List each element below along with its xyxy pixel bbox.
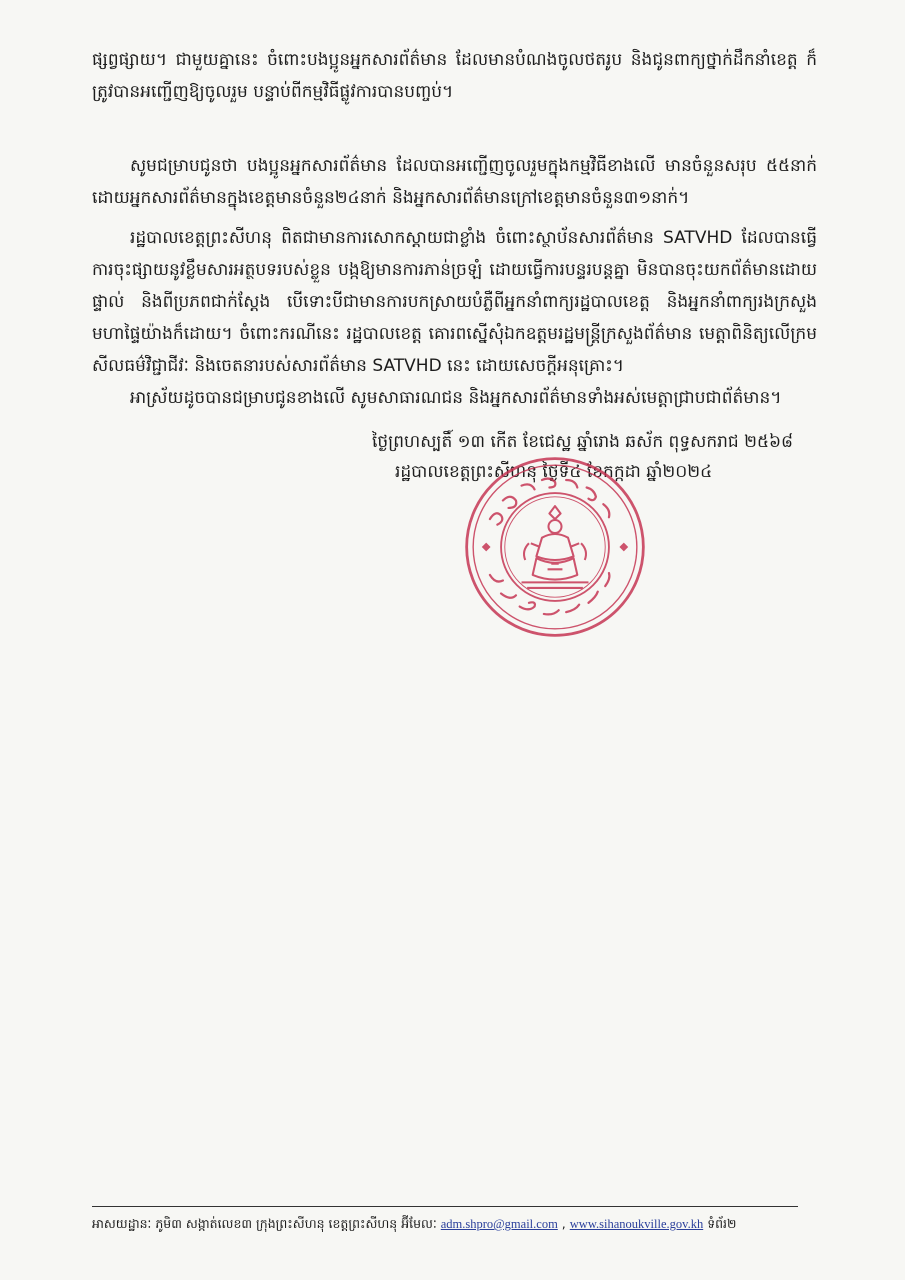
solar-date-line: រដ្ឋបាលខេត្តព្រះសីហនុ ថ្ងៃទី៤ ខែកក្កដា ឆ្នាំ២០២៤ [395, 462, 713, 482]
footer-divider [92, 1206, 798, 1207]
footer-address: អាសយដ្ឋានៈ ភូមិ៣ សង្កាត់លេខ៣ ក្រុងព្រះសីហនុ ខេត្តព្រះសីហនុ អ៊ីមែលៈ [92, 1216, 437, 1231]
footer-contact [92, 1214, 812, 1234]
paragraph-1: ផ្សព្វផ្សាយ។ ជាមួយគ្នានេះ ចំពោះបងប្អូនអ្នកសារព័ត៌មាន ដែលមានបំណងចូលថតរូប និងជូនពាក្យថ្នាក់ដឹកនាំខេត្ត ក៏ត្រូវបានអញ្ជើញឱ្យចូលរួម បន្ទាប់ពីកម្មវិធីផ្លូវការបានបញ្ចប់។ [92, 50, 817, 102]
footer-page-label: ទំព័រ២ [707, 1216, 737, 1231]
footer-email-link[interactable]: adm.shpro@gmail.com [440, 1217, 558, 1231]
footer-website-link[interactable]: www.sihanoukville.gov.kh [569, 1217, 704, 1231]
footer-separator: , [561, 1216, 566, 1231]
official-seal-icon [462, 454, 648, 640]
paragraph-4: អាស្រ័យដូចបានជម្រាបជូនខាងលើ សូមសាធារណជន និងអ្នកសារព័ត៌មានទាំងអស់មេត្តាជ្រាបជាព័ត៌មាន។ [130, 388, 782, 408]
paragraph-3: រដ្ឋបាលខេត្តព្រះសីហនុ ពិតជាមានការសោកស្តាយជាខ្លាំង ចំពោះស្ថាប័នសារព័ត៌មាន SATVHD ដែលបានធ្វើការចុះផ្សាយនូវខ្លឹមសារអត្ថបទរបស់ខ្លួន បង្កឱ្យមានការភាន់ច្រឡំ ដោយធ្វើការបន្ទរបន្តគ្នា មិនបានចុះយកព័ត៌មានដោយផ្ទាល់ និងពីប្រភពជាក់ស្តែង បើទោះបីជាមានការបកស្រាយបំភ្លឺពីអ្នកនាំពាក្យរដ្ឋបាលខេត្ត និងអ្នកនាំពាក្យរងក្រសួងមហាផ្ទៃយ៉ាងក៏ដោយ។ ចំពោះករណីនេះ រដ្ឋបាលខេត្ត គោរពស្នើសុំឯកឧត្តមរដ្ឋមន្ត្រីក្រសួងព័ត៌មាន មេត្តាពិនិត្យលើក្រមសីលធម៌វិជ្ជាជីវៈ និងចេតនារបស់សារព័ត៌មាន SATVHD នេះ ដោយសេចក្តីអនុគ្រោះ។ [92, 228, 817, 376]
lunar-date-line: ថ្ងៃព្រហស្បតិ៍ ១៣ កើត ខែជេស្ឋ ឆ្នាំរោង ឆស័ក ពុទ្ធសករាជ ២៥៦៨ [372, 432, 794, 452]
paragraph-2: សូមជម្រាបជូនថា បងប្អូនអ្នកសារព័ត៌មាន ដែលបានអញ្ជើញចូលរួមក្នុងកម្មវិធីខាងលើ មានចំនួនសរុប ៥៥នាក់ ដោយអ្នកសារព័ត៌មានក្នុងខេត្តមានចំនួន២៤នាក់ និងអ្នកសារព័ត៌មានក្រៅខេត្តមានចំនួន៣១នាក់។ [92, 156, 817, 208]
